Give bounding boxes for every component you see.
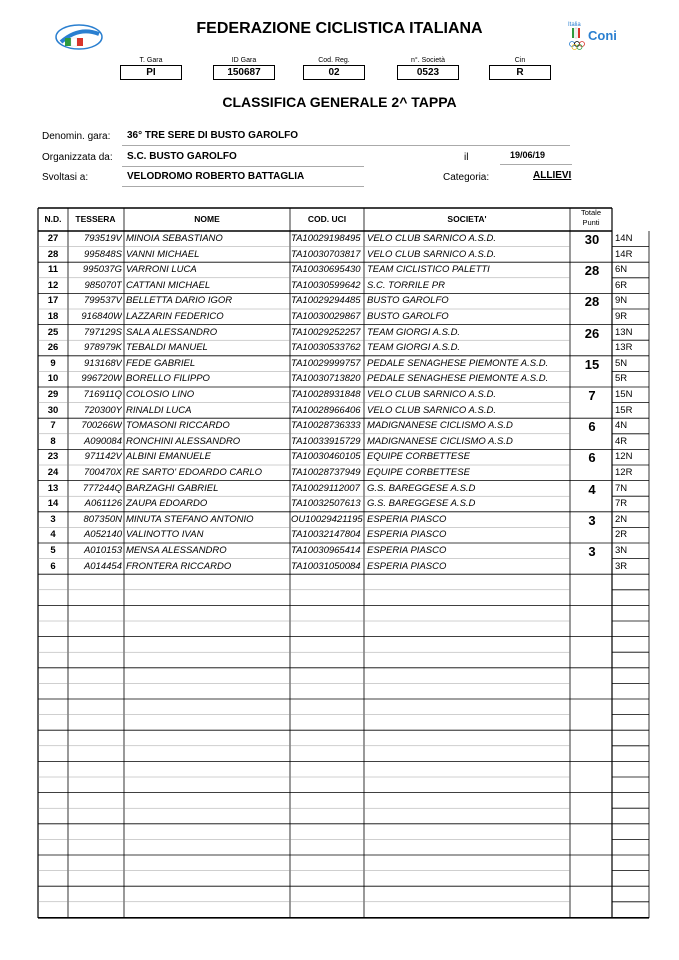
cell-uci: TA10032507613	[291, 498, 361, 510]
cat-label: Categoria:	[443, 172, 490, 183]
cell-uci: TA10032147804	[291, 529, 361, 541]
cell-totale: 6	[588, 419, 596, 435]
cell-nome: MINUTA STEFANO ANTONIO	[126, 513, 254, 525]
cell-nd: 4	[50, 529, 56, 541]
cell-uci: TA10029112007	[291, 482, 360, 494]
cell-uci: TA10030965414	[291, 545, 361, 556]
cell-totale: 6	[588, 450, 596, 466]
field-label: ID Gara	[231, 57, 257, 64]
field-value: 150687	[213, 65, 275, 80]
col-header-totale: Totale	[580, 208, 601, 217]
col-header-nd: N.D.	[44, 214, 62, 224]
cell-nome: LAZZARIN FEDERICO	[126, 311, 224, 322]
cell-uci: TA10028737949	[291, 467, 361, 478]
cell-nome: BARZAGHI GABRIEL	[126, 482, 219, 494]
cell-nome: SALA ALESSANDRO	[126, 326, 218, 338]
cell-uci: TA10028736333	[291, 420, 361, 432]
denom-value: 36° TRE SERE DI BUSTO GAROLFO	[127, 130, 299, 141]
cell-nome: VANNI MICHAEL	[126, 248, 200, 260]
cell-societa: VELO CLUB SARNICO A.S.D.	[367, 404, 496, 416]
cell-uci: TA10030029867	[291, 311, 361, 322]
cell-societa: TEAM GIORGI A.S.D.	[367, 326, 461, 338]
cell-nd: 5	[50, 545, 56, 556]
field-label: Cod. Reg.	[318, 57, 350, 64]
cell-nome: FEDE GABRIEL	[126, 357, 196, 369]
cell-nome: RE SARTO' EDOARDO CARLO	[126, 467, 263, 478]
cell-tessera: 995037G	[82, 264, 122, 276]
cell-uci: TA10033915729	[291, 435, 361, 447]
coni-text: Coni	[588, 28, 617, 43]
cell-nome: ALBINI EMANUELE	[126, 451, 211, 463]
cell-tessera: 978979K	[83, 342, 122, 354]
col-header-tessera: TESSERA	[75, 214, 116, 224]
denom-label: Denomin. gara:	[42, 131, 111, 142]
cell-code: 9R	[615, 311, 628, 322]
svolta-label: Svoltasi a:	[42, 172, 89, 183]
cell-nome: ZAUPA EDOARDO	[126, 498, 208, 510]
date-value: 19/06/19	[510, 150, 546, 160]
cell-tessera: 777244Q	[82, 482, 122, 494]
svolta-value: VELODROMO ROBERTO BATTAGLIA	[127, 171, 305, 182]
cell-tessera: 916840W	[81, 311, 122, 322]
cell-tessera: 720300Y	[83, 404, 122, 416]
cell-code: 12N	[615, 451, 633, 463]
cell-nome: CATTANI MICHAEL	[126, 279, 211, 291]
cell-nd: 26	[47, 342, 59, 354]
cell-totale: 26	[584, 325, 600, 341]
cell-tessera: 797129S	[83, 326, 122, 338]
cell-societa: TEAM CICLISTICO PALETTI	[367, 264, 490, 276]
cell-societa: PEDALE SENAGHESE PIEMONTE A.S.D.	[367, 373, 549, 385]
cell-nome: TEBALDI MANUEL	[126, 342, 208, 354]
cell-societa: VELO CLUB SARNICO A.S.D.	[367, 389, 496, 400]
cell-code: 4N	[615, 420, 628, 432]
cell-code: 14N	[615, 233, 633, 244]
cell-nome: RINALDI LUCA	[126, 404, 192, 416]
col-header-coduci: COD. UCI	[307, 214, 347, 224]
cell-code: 12R	[615, 467, 633, 478]
cell-tessera: 996720W	[81, 373, 122, 385]
cell-code: 3N	[615, 545, 628, 556]
field-value: PI	[120, 65, 182, 80]
cell-societa: EQUIPE CORBETTESE	[367, 451, 470, 463]
cell-nome: COLOSIO LINO	[126, 389, 195, 400]
cell-uci: TA10029999757	[291, 357, 361, 369]
cell-code: 15R	[615, 404, 633, 416]
cell-uci: OU10029421195	[291, 513, 363, 525]
cell-tessera: 793519V	[83, 233, 122, 244]
cell-nd: 13	[47, 482, 59, 494]
cell-nd: 18	[47, 311, 59, 322]
cell-totale: 4	[588, 481, 596, 497]
cell-code: 2R	[615, 529, 628, 541]
cell-uci: TA10029294485	[291, 295, 361, 307]
cell-nd: 7	[50, 420, 56, 432]
cell-tessera: 995848S	[83, 248, 122, 260]
cell-totale: 3	[588, 544, 596, 559]
italia-text: Italia	[568, 22, 581, 28]
cell-tessera: A014454	[83, 560, 122, 572]
cell-nd: 24	[47, 467, 59, 478]
field-label: n°. Società	[411, 57, 445, 64]
cell-tessera: A052140	[83, 529, 122, 541]
cell-totale: 28	[584, 263, 600, 279]
cell-nd: 3	[50, 513, 56, 525]
cell-uci: TA10030533762	[291, 342, 361, 354]
cell-code: 7R	[615, 498, 628, 510]
cell-nome: BELLETTA DARIO IGOR	[126, 295, 233, 307]
cell-nd: 6	[50, 560, 56, 572]
cell-uci: TA10030703817	[291, 248, 361, 260]
cell-uci: TA10030460105	[291, 451, 361, 463]
cell-uci: TA10030695430	[291, 264, 361, 276]
page-title: FEDERAZIONE CICLISTICA ITALIANA	[196, 20, 483, 37]
cell-code: 13R	[615, 342, 633, 354]
cell-nd: 25	[47, 326, 59, 338]
cell-societa: ESPERIA PIASCO	[367, 529, 447, 541]
col-header-nome: NOME	[194, 214, 220, 224]
cell-nome: MENSA ALESSANDRO	[126, 545, 227, 556]
cell-code: 5N	[615, 357, 628, 369]
cell-societa: TEAM GIORGI A.S.D.	[367, 342, 461, 354]
cell-tessera: 716911Q	[83, 389, 122, 400]
cell-societa: S.C. TORRILE PR	[367, 279, 445, 291]
cell-societa: MADIGNANESE CICLISMO A.S.D	[367, 420, 513, 432]
cell-tessera: 700470X	[83, 467, 122, 478]
cell-nome: RONCHINI ALESSANDRO	[126, 435, 241, 447]
cell-nd: 29	[47, 389, 59, 400]
cell-societa: ESPERIA PIASCO	[367, 513, 447, 525]
cell-nd: 23	[47, 451, 59, 463]
cell-nd: 12	[47, 279, 59, 291]
cell-nome: BORELLO FILIPPO	[126, 373, 210, 385]
cell-uci: TA10030599642	[291, 279, 361, 291]
cell-nome: VARRONI LUCA	[126, 264, 197, 276]
cell-uci: TA10029198495	[291, 233, 361, 244]
cell-nd: 14	[47, 498, 59, 510]
cell-uci: TA10030713820	[291, 373, 361, 385]
cell-totale: 15	[584, 356, 600, 372]
cell-nd: 9	[50, 357, 56, 369]
cell-tessera: 799537V	[83, 295, 122, 307]
field-value: R	[489, 65, 551, 80]
cell-societa: MADIGNANESE CICLISMO A.S.D	[367, 435, 513, 447]
col-header-punti: Punti	[582, 218, 600, 227]
cell-tessera: 807350N	[83, 513, 122, 525]
cell-code: 6N	[615, 264, 628, 276]
cat-value: ALLIEVI	[533, 170, 572, 181]
cell-tessera: 985070T	[84, 279, 122, 291]
cell-totale: 28	[584, 294, 600, 310]
cell-totale: 3	[588, 512, 596, 528]
cell-code: 6R	[615, 279, 628, 291]
cell-nd: 8	[50, 435, 56, 447]
field-value: 02	[303, 65, 365, 80]
cell-societa: EQUIPE CORBETTESE	[367, 467, 470, 478]
cell-nome: TOMASONI RICCARDO	[126, 420, 230, 432]
cell-tessera: A010153	[83, 545, 122, 556]
col-header-societa: SOCIETA'	[447, 214, 487, 224]
field-label: T. Gara	[139, 57, 163, 64]
cell-nd: 11	[47, 264, 59, 276]
cell-nd: 27	[47, 233, 59, 244]
cell-nd: 30	[47, 404, 59, 416]
cell-nome: FRONTERA RICCARDO	[126, 560, 232, 572]
cell-tessera: A061126	[84, 498, 122, 510]
cell-code: 7N	[615, 482, 628, 494]
cell-societa: PEDALE SENAGHESE PIEMONTE A.S.D.	[367, 357, 549, 369]
cell-uci: TA10029252257	[291, 326, 361, 338]
cell-nome: VALINOTTO IVAN	[126, 529, 204, 541]
cell-uci: TA10028931848	[291, 389, 361, 400]
cell-code: 13N	[615, 326, 633, 338]
cell-code: 4R	[615, 435, 628, 447]
cell-code: 3R	[615, 560, 628, 572]
cell-societa: ESPERIA PIASCO	[367, 560, 447, 572]
il-label: il	[464, 152, 469, 163]
field-label: Cin	[514, 57, 526, 64]
field-value: 0523	[397, 65, 459, 80]
cell-code: 15N	[615, 389, 633, 400]
cell-code: 5R	[615, 373, 628, 385]
cell-code: 9N	[615, 295, 628, 307]
cell-uci: TA10031050084	[291, 560, 361, 572]
cell-nome: MINOIA SEBASTIANO	[126, 233, 223, 244]
org-value: S.C. BUSTO GAROLFO	[127, 151, 237, 162]
cell-code: 2N	[615, 513, 628, 525]
cell-societa: G.S. BAREGGESE A.S.D	[367, 498, 476, 510]
cell-societa: VELO CLUB SARNICO A.S.D.	[367, 248, 496, 260]
cell-societa: G.S. BAREGGESE A.S.D	[367, 482, 476, 494]
cell-nd: 10	[47, 373, 59, 385]
cell-societa: BUSTO GAROLFO	[367, 295, 449, 307]
cell-societa: VELO CLUB SARNICO A.S.D.	[367, 233, 496, 244]
cell-tessera: 913168V	[83, 357, 122, 369]
cell-uci: TA10028966406	[291, 404, 361, 416]
cell-tessera: 700266W	[81, 420, 122, 432]
org-label: Organizzata da:	[42, 152, 113, 163]
cell-totale: 7	[588, 388, 596, 403]
cell-tessera: A090084	[83, 435, 122, 447]
cell-code: 14R	[615, 248, 633, 260]
cell-societa: ESPERIA PIASCO	[367, 545, 447, 556]
cell-totale: 30	[584, 232, 600, 247]
classification-title: CLASSIFICA GENERALE 2^ TAPPA	[222, 94, 457, 110]
cell-societa: BUSTO GAROLFO	[367, 311, 449, 322]
cell-tessera: 971142V	[84, 451, 122, 463]
cell-nd: 17	[47, 295, 59, 307]
cell-nd: 28	[47, 248, 59, 260]
